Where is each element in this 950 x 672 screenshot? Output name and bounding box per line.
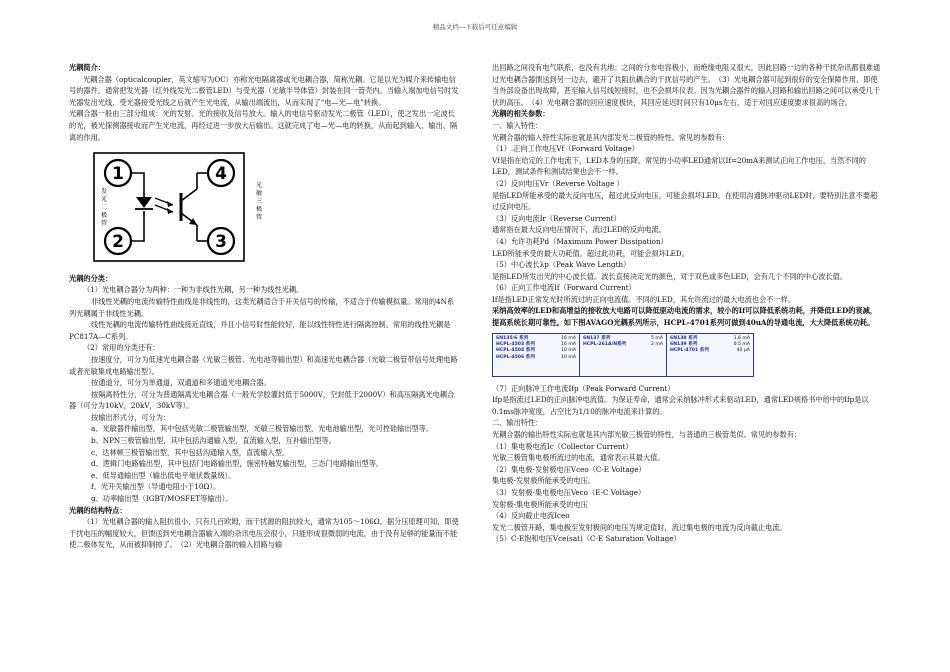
spec-part-name: 6N137 系列 xyxy=(583,335,611,341)
spec-current-value: 5 mA xyxy=(650,335,663,341)
param-vce-title: （5）C-E饱和电压Vce(sat)（C-E Saturation Voltage） xyxy=(492,534,681,544)
optocoupler-diagram xyxy=(69,147,299,267)
input-intro: 光耦合器的输入特性实际也就是其内部发光二极管的特性。常见的参数有： xyxy=(492,132,730,142)
spec-part-name: HCPL-4701 系列 xyxy=(670,348,709,354)
spec-part-name: 6N138 系列 xyxy=(670,335,698,341)
class-paragraph-3: 线性光耦的电流传输特性曲线接近直线，并且小信号时性能较好，能以线性特性进行隔离控制。常用的线性光耦是PC817A—C系列。 xyxy=(69,320,451,341)
param-iceo-desc: 发光二极管开路，集电极至发射极间的电压为规定值时，流过集电极的电流为反向截止电流。 xyxy=(492,522,787,532)
param-vf-desc: Vf是指在给定的工作电流下，LED本身的压降。常见的小功率LED通常以If=20mA来测试正向工作电压，当然不同的LED，测试条件和测试结果也会不一样。 xyxy=(492,155,866,177)
spec-row xyxy=(670,348,750,354)
spec-current-value: 10 mA xyxy=(561,354,576,360)
output-type-b: b、NPN三极管输出型，其中包括沟通输入型，直流输入型，互补输出型等。 xyxy=(91,436,336,446)
param-lp-title: （5）中心波长λp（Peak Wave Length） xyxy=(492,260,631,270)
output-title: 二、输出特性： xyxy=(492,418,543,428)
param-ifp-desc: Ifp是指流过LED的正向脉冲电流值。为保证寿命，通常会采纳脉冲形式来驱动LED，通常LED规格书中给中的Ifp是以0.1ms脉冲宽度，占空比为1/10的脉冲电流来计算的。 xyxy=(492,395,869,416)
param-ir-title: （3）反向电流Ir（Reverse Current） xyxy=(492,213,621,223)
led-symbol xyxy=(136,197,152,208)
phototransistor-label: 光敏三极管 xyxy=(256,182,263,222)
section-title-intro: 光耦简介： xyxy=(69,63,105,72)
output-type-d: d、逻辑门电路输出型，其中包括门电路输出型，施密特触发输出型，三态门电路输出型等。 xyxy=(91,459,384,469)
spec-part-name: 6N139 系列 xyxy=(670,342,698,348)
class-paragraph-1: （1）光电耦合器分为两种：一种为非线性光耦，另一种为线性光耦。 xyxy=(83,285,304,295)
spec-current-value: 16 mA xyxy=(561,342,576,348)
structure-continued: 出回路之间没有电气联系，也没有共地；之间的分布电容极小，而绝缘电阻又很大，因此回路一边的各种干扰杂讯都很难通过光电耦合器馈送到另一边去，避开了共阻抗耦合的干扰信号的产生。 （3）光电耦合器可起到很好的安全保障作用，即使当外部设备出现故障，甚至输入信号线短接时，也不会损坏仪表。因为光耦合器件的输入回路和输出回路之间可以承受几千伏的高压。 （4）光电耦合器的回应速度极快，其回应延迟时间只有10μs左右，适于对回应速度要求很高的场合。 xyxy=(492,63,881,107)
pin-4-label: 4 xyxy=(215,164,227,185)
section-title-structure: 光耦的结构特点： xyxy=(69,505,127,515)
spec-column xyxy=(580,334,667,376)
param-vr-title: （2）反向电压Vr（Reverse Voltage ） xyxy=(492,178,624,188)
avago-spec-table xyxy=(492,333,754,377)
spec-part-name: HCPL-261A/N系列 xyxy=(583,342,627,348)
param-veco-desc: 发射极-集电极所能承受的电压 xyxy=(492,499,588,509)
output-type-f: f、光开关输出型（导通电阻小于10Ω）。 xyxy=(91,482,221,492)
param-pd-title: （4）允许功耗Pd（Maximum Power Dissipation） xyxy=(492,236,668,246)
param-ir-desc: 通常指在最大反向电压情况下，流过LED的反向电流。 xyxy=(492,225,666,235)
page-header: 精品文档---下载后可任意编辑 xyxy=(432,23,518,31)
param-lp-desc: 是指LED所发出光的中心波长值。波长直接决定光的颜色，对于双色或多色LED，会有几个不同的中心波长值。 xyxy=(492,271,848,281)
spec-part-name: HCPL-4504 系列 xyxy=(496,348,535,354)
spec-row xyxy=(583,342,663,348)
param-vceo-desc: 集电极-发射极所能承受的电压。 xyxy=(492,476,596,486)
right-column xyxy=(492,62,884,545)
input-title: 一、输入特性： xyxy=(492,120,543,130)
param-ifp-title: （7）正向脉冲工作电流Ifp（Peak Forward Current） xyxy=(492,383,675,393)
class-paragraph-7: 按隔离特性分，可分为普通隔离光电耦合器（一般光学胶灌封低于5000V，空封低于2000V）和高压隔离光电耦合器（可分为10kV，20kV，30kV等）。 xyxy=(69,389,455,411)
param-vr-desc: 是指LED所能承受的最大反向电压，超过此反向电压，可能会损坏LED。在使用沟通脉冲驱动LED时，要特别注意不要超过反向电压。 xyxy=(492,190,878,212)
class-paragraph-2: 非线性光耦的电流传输特性曲线是非线性的，这类光耦适合于开关信号的传输，不适合于传输模拟量。常用的4N系列光耦属于非线性光耦。 xyxy=(69,296,455,318)
param-veco-title: （3）发射极-集电极电压Veco（E-C Voltage） xyxy=(492,488,646,497)
left-column xyxy=(69,62,461,551)
param-vf-title: （1）.正向工作电压Vf（Forward Voltage） xyxy=(492,144,639,154)
bold-note: 采纳高效率的LED和高增益的接收放大电路可以降低驱动电流的需求，较小的If可以降低系统功耗，并降低LED的衰减，提高系统长期可靠性。如下图AVAGO光耦系列所示，HCPL-4701系列可做到40uA的导通电流，大大降低系统功耗。 xyxy=(492,306,877,328)
spec-column xyxy=(667,334,753,376)
spec-current-value: 2 mA xyxy=(650,342,663,348)
param-if-desc: If是指LED正常发光时所流过的正向电流值。不同的LED，其允许流过的最大电流也会不一样。 xyxy=(492,294,796,304)
pin-3-label: 3 xyxy=(215,232,227,253)
class-paragraph-5: 按速度分，可分为低速光电耦合器（光敏三极管、光电池等输出型）和高速光电耦合器（光敏二极管带信号处理电路或者光敏集成电路输出型）。 xyxy=(69,354,458,376)
output-intro: 光耦合器的输出特性实际也就是其内部光敏三极管的特性，与普通的三极管类似。常见的参数有： xyxy=(492,430,802,440)
structure-paragraph: （1）光电耦合器的输入阻抗很小，只有几百欧姆，而干扰源的阻抗较大，通常为105～106Ω。据分压原理可知，即使干扰电压的幅度较大，但馈送到光电耦合器输入端的杂讯电压会很小，只能形成很微弱的电流，由于没有足够的能量而不能使二极体发光，从而被抑制掉了。 （2）光电耦合器的输入回路与输 xyxy=(69,517,459,550)
led-label: 发光二极管 xyxy=(101,188,108,228)
param-if-title: （6）正向工作电流If（Forward Current） xyxy=(492,283,636,293)
intro-paragraph-2: 光耦合器一般由三部分组成：光的发射、光的接收及信号放大。输入的电信号驱动发光二极管（LED），使之发出一定波长的光，被光探测器接收而产生光电流，再经过进一步放大后输出。这就完成了电—光—电的转换，从而起到输入、输出、隔离的作用。 xyxy=(69,109,458,142)
output-type-a: a、光敏器件输出型，其中包括光敏二极管输出型，光敏三极管输出型，光电池输出型，光可控硅输出型等。 xyxy=(91,424,434,434)
spec-part-name: HCPL-4506 系列 xyxy=(496,354,535,360)
section-title-parameters: 光耦的相关参数： xyxy=(492,109,550,119)
spec-current-value: 10 mA xyxy=(561,348,576,354)
param-ic-desc: 光敏三极管集电极所流过的电流，通常表示其最大值。 xyxy=(492,453,665,463)
class-paragraph-4: （2）常用的分类还有： xyxy=(83,343,160,353)
pin-1-label: 1 xyxy=(112,164,124,185)
spec-column xyxy=(493,334,580,376)
spec-row xyxy=(496,355,576,361)
param-pd-desc: LED所能承受的最大功耗值。超过此功耗，可能会损坏LED。 xyxy=(492,248,689,258)
param-ic-title: （1）集电极电流Ic（Collector Current） xyxy=(492,441,633,451)
output-type-g: g、功率输出型（IGBT/MOSFET等输出）。 xyxy=(91,494,233,504)
section-title-classification: 光耦的分类： xyxy=(69,273,113,283)
spec-current-value: 16 mA xyxy=(561,335,576,341)
output-type-c: c、达林顿三极管输出型，其中包括沟通输入型，直流输入型。 xyxy=(91,447,290,457)
spec-current-value: 1.6 mA xyxy=(733,335,750,341)
output-type-e: e、低导通输出型（输出低电平毫伏数量级）。 xyxy=(91,470,236,480)
class-paragraph-6: 按通道分，可分为单通道，双通道和多通道光电耦合器。 xyxy=(91,378,271,388)
param-iceo-title: （4）反向截止电流Iceo xyxy=(492,511,570,521)
spec-part-name: 6N135/6 系列 xyxy=(496,335,529,341)
class-paragraph-8: 按输出形式分，可分为： xyxy=(91,412,171,422)
spec-current-value: 0.5 mA xyxy=(733,342,750,348)
param-vceo-title: （2）集电极-发射极电压Vceo（C-E Voltage） xyxy=(492,464,646,474)
pin-2-label: 2 xyxy=(112,232,124,253)
intro-paragraph-1: 光耦合器（opticalcoupler，英文缩写为OC）亦称光电隔离器或光电耦合器，简称光耦。它是以光为媒介来传输电信号的器件，通常把发光器（红外线发光二极管LED）与受光器（光敏半导体管）封装在同一管壳内。当输入端加电信号时发光器发出光线，受光器接受光线之后就产生光电流，从输出端流出，从而实现了“电—光—电”转换。 xyxy=(69,74,459,107)
spec-current-value: 40 μA xyxy=(736,348,750,354)
spec-part-name: HCPL-4503 系列 xyxy=(496,342,535,348)
